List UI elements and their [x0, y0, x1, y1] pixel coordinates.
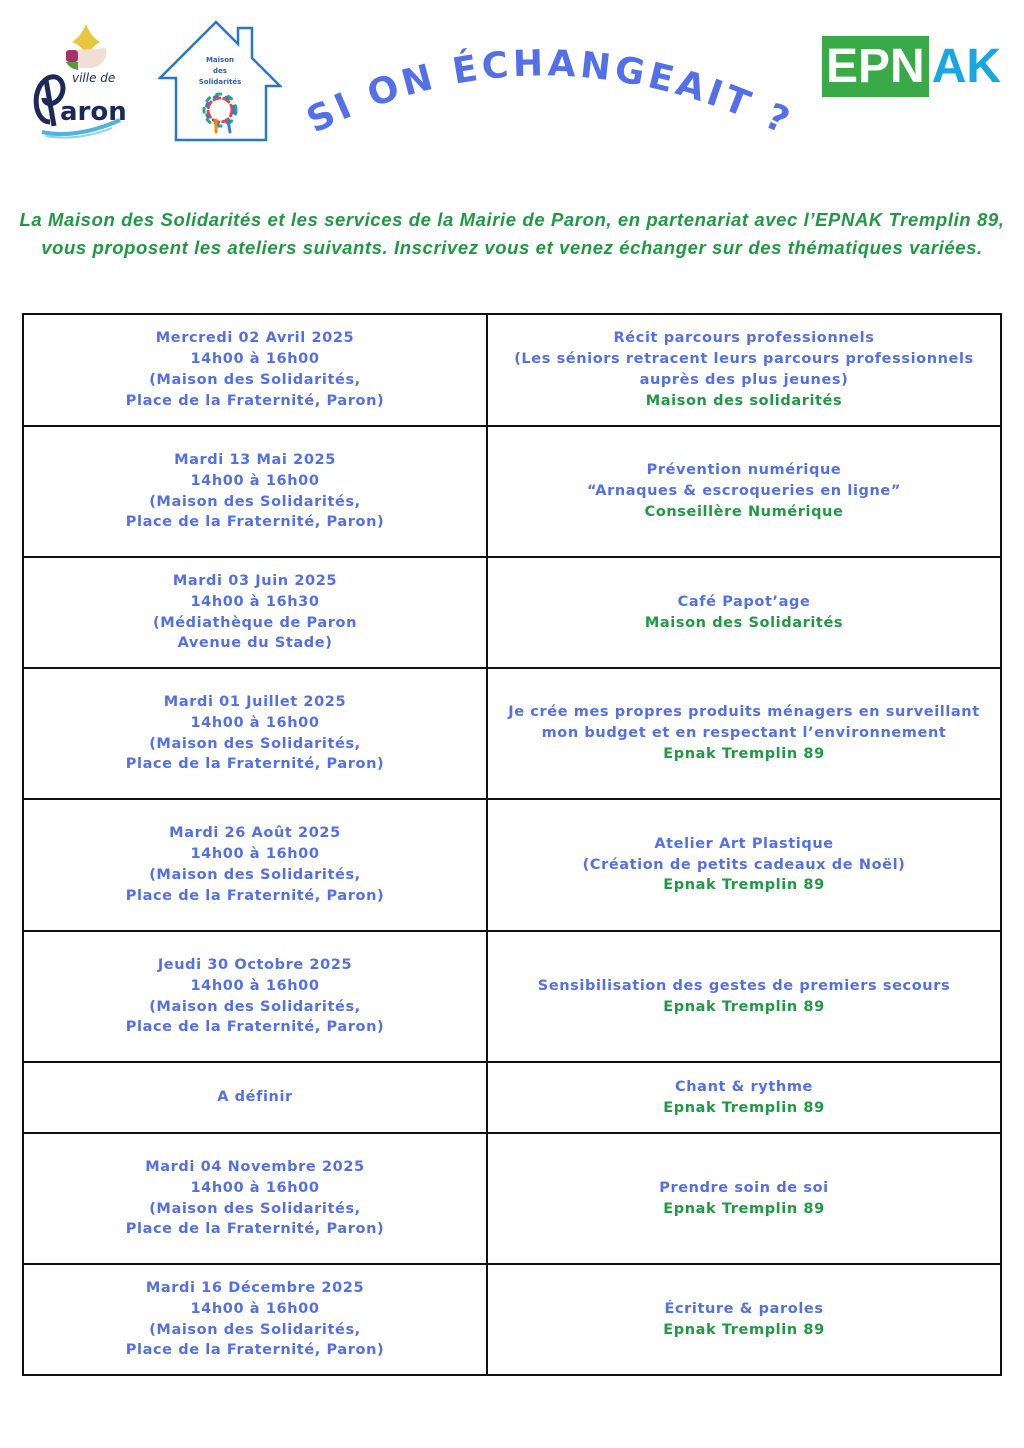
- date-line: Place de la Fraternité, Paron): [125, 1019, 385, 1036]
- ville-de-paron-logo: [28, 22, 138, 144]
- topic-line: auprès des plus jeunes): [639, 372, 849, 388]
- organizer: Epnak Tremplin 89: [663, 1099, 825, 1116]
- page-title: [290, 40, 810, 170]
- date-line: 14h00 à 16h00: [190, 1179, 320, 1196]
- workshop-topic-cell: [487, 314, 1001, 426]
- workshop-row: [23, 1133, 1001, 1264]
- epnak-logo-left: EPN: [822, 36, 929, 97]
- workshop-row: [23, 1264, 1001, 1375]
- topic-line: Café Papot’age: [677, 593, 811, 610]
- date-line: (Maison des Solidarités,: [149, 1200, 361, 1217]
- date-line: Place de la Fraternité, Paron): [125, 514, 385, 531]
- workshop-topic-cell: [487, 557, 1001, 668]
- date-line: 14h00 à 16h00: [190, 714, 320, 731]
- date-line: (Maison des Solidarités,: [149, 1321, 361, 1338]
- topic-line: Récit parcours professionnels: [613, 330, 875, 347]
- organizer: Epnak Tremplin 89: [663, 1200, 825, 1217]
- organizer: Maison des Solidarités: [644, 614, 844, 631]
- topic-line: Chant & rythme: [675, 1078, 813, 1095]
- date-line: 14h00 à 16h00: [190, 977, 320, 994]
- workshop-date-cell: [23, 426, 487, 557]
- workshop-topic-cell: [487, 1062, 1001, 1133]
- maison-des-solidarites-logo: [158, 18, 282, 144]
- date-line: (Médiathèque de Paron: [152, 614, 358, 631]
- workshop-topic-cell: [487, 426, 1001, 557]
- topic-line: Écriture & paroles: [664, 1300, 824, 1317]
- date-line: (Maison des Solidarités,: [149, 372, 361, 388]
- workshop-date-cell: [23, 1133, 487, 1264]
- date-line: Mercredi 02 Avril 2025: [155, 330, 355, 347]
- svg-text:aron: aron: [60, 97, 127, 127]
- date-line: Mardi 16 Décembre 2025: [145, 1279, 365, 1296]
- date-line: Place de la Fraternité, Paron): [125, 1221, 385, 1238]
- organizer: Epnak Tremplin 89: [663, 998, 825, 1015]
- workshop-row: [23, 1062, 1001, 1133]
- workshop-date-cell: [23, 931, 487, 1062]
- topic-line: Prendre soin de soi: [659, 1179, 829, 1196]
- svg-text:ville de: ville de: [72, 71, 116, 85]
- workshop-date-cell: [23, 557, 487, 668]
- workshop-schedule-table: [22, 313, 1002, 1376]
- workshop-row: [23, 931, 1001, 1062]
- workshop-row: [23, 668, 1001, 799]
- workshop-date-cell: [23, 314, 487, 426]
- date-line: Mardi 26 Août 2025: [169, 825, 341, 842]
- topic-line: (Les séniors retracent leurs parcours professionnels: [514, 351, 974, 368]
- date-line: A définir: [217, 1089, 293, 1106]
- svg-text:Solidarités: Solidarités: [198, 78, 242, 86]
- date-line: 14h00 à 16h30: [190, 593, 320, 610]
- topic-line: Sensibilisation des gestes de premiers secours: [537, 977, 951, 994]
- workshop-topic-cell: [487, 799, 1001, 931]
- workshop-row: [23, 557, 1001, 668]
- intro-text: La Maison des Solidarités et les services de la Mairie de Paron, en partenariat avec l’EPNAK Tremplin 89, vous proposent les ateliers suivants. Inscrivez vous et venez échanger sur des thématiques variées.: [19, 209, 1005, 258]
- topic-line: mon budget et en respectant l’environnement: [541, 725, 947, 742]
- date-line: 14h00 à 16h00: [190, 472, 320, 489]
- date-line: Jeudi 30 Octobre 2025: [157, 956, 353, 973]
- organizer: Epnak Tremplin 89: [663, 877, 825, 894]
- topic-line: Je crée mes propres produits ménagers en surveillant: [508, 704, 980, 721]
- date-line: Mardi 03 Juin 2025: [172, 572, 338, 589]
- date-line: (Maison des Solidarités,: [149, 493, 361, 510]
- date-line: (Maison des Solidarités,: [149, 998, 361, 1015]
- workshop-topic-cell: [487, 1133, 1001, 1264]
- topic-line: (Création de petits cadeaux de Noël): [582, 856, 906, 873]
- workshop-topic-cell: [487, 668, 1001, 799]
- organizer: Epnak Tremplin 89: [663, 745, 825, 762]
- date-line: Avenue du Stade): [177, 635, 333, 652]
- date-line: Mardi 01 Juillet 2025: [163, 693, 347, 710]
- epnak-logo-right: AK: [931, 40, 1002, 93]
- workshop-row: [23, 426, 1001, 557]
- workshop-row: [23, 314, 1001, 426]
- date-line: Mardi 04 Novembre 2025: [145, 1158, 365, 1175]
- date-line: (Maison des Solidarités,: [149, 735, 361, 752]
- organizer: Maison des solidarités: [645, 392, 843, 409]
- workshop-date-cell: [23, 668, 487, 799]
- svg-text:des: des: [213, 67, 227, 75]
- date-line: 14h00 à 16h00: [190, 846, 320, 863]
- topic-line: “Arnaques & escroqueries en ligne”: [586, 483, 901, 500]
- epnak-logo: [822, 36, 1001, 97]
- date-line: Mardi 13 Mai 2025: [174, 451, 336, 468]
- topic-line: Prévention numérique: [646, 462, 842, 479]
- svg-text:SI ON ÉCHANGEAIT ?: SI ON ÉCHANGEAIT ?: [300, 43, 799, 144]
- date-line: Place de la Fraternité, Paron): [125, 1342, 385, 1359]
- workshop-topic-cell: [487, 1264, 1001, 1375]
- date-line: 14h00 à 16h00: [190, 1300, 320, 1317]
- workshop-date-cell: [23, 799, 487, 931]
- svg-text:Maison: Maison: [205, 56, 235, 64]
- workshop-row: [23, 799, 1001, 931]
- workshop-date-cell: [23, 1062, 487, 1133]
- topic-line: Atelier Art Plastique: [654, 835, 834, 852]
- workshop-topic-cell: [487, 931, 1001, 1062]
- organizer: Conseillère Numérique: [644, 503, 844, 520]
- date-line: Place de la Fraternité, Paron): [125, 756, 385, 773]
- date-line: Place de la Fraternité, Paron): [125, 887, 385, 904]
- date-line: Place de la Fraternité, Paron): [125, 392, 385, 409]
- workshop-date-cell: [23, 1264, 487, 1375]
- organizer: Epnak Tremplin 89: [663, 1321, 825, 1338]
- date-line: (Maison des Solidarités,: [149, 867, 361, 883]
- date-line: 14h00 à 16h00: [190, 351, 320, 368]
